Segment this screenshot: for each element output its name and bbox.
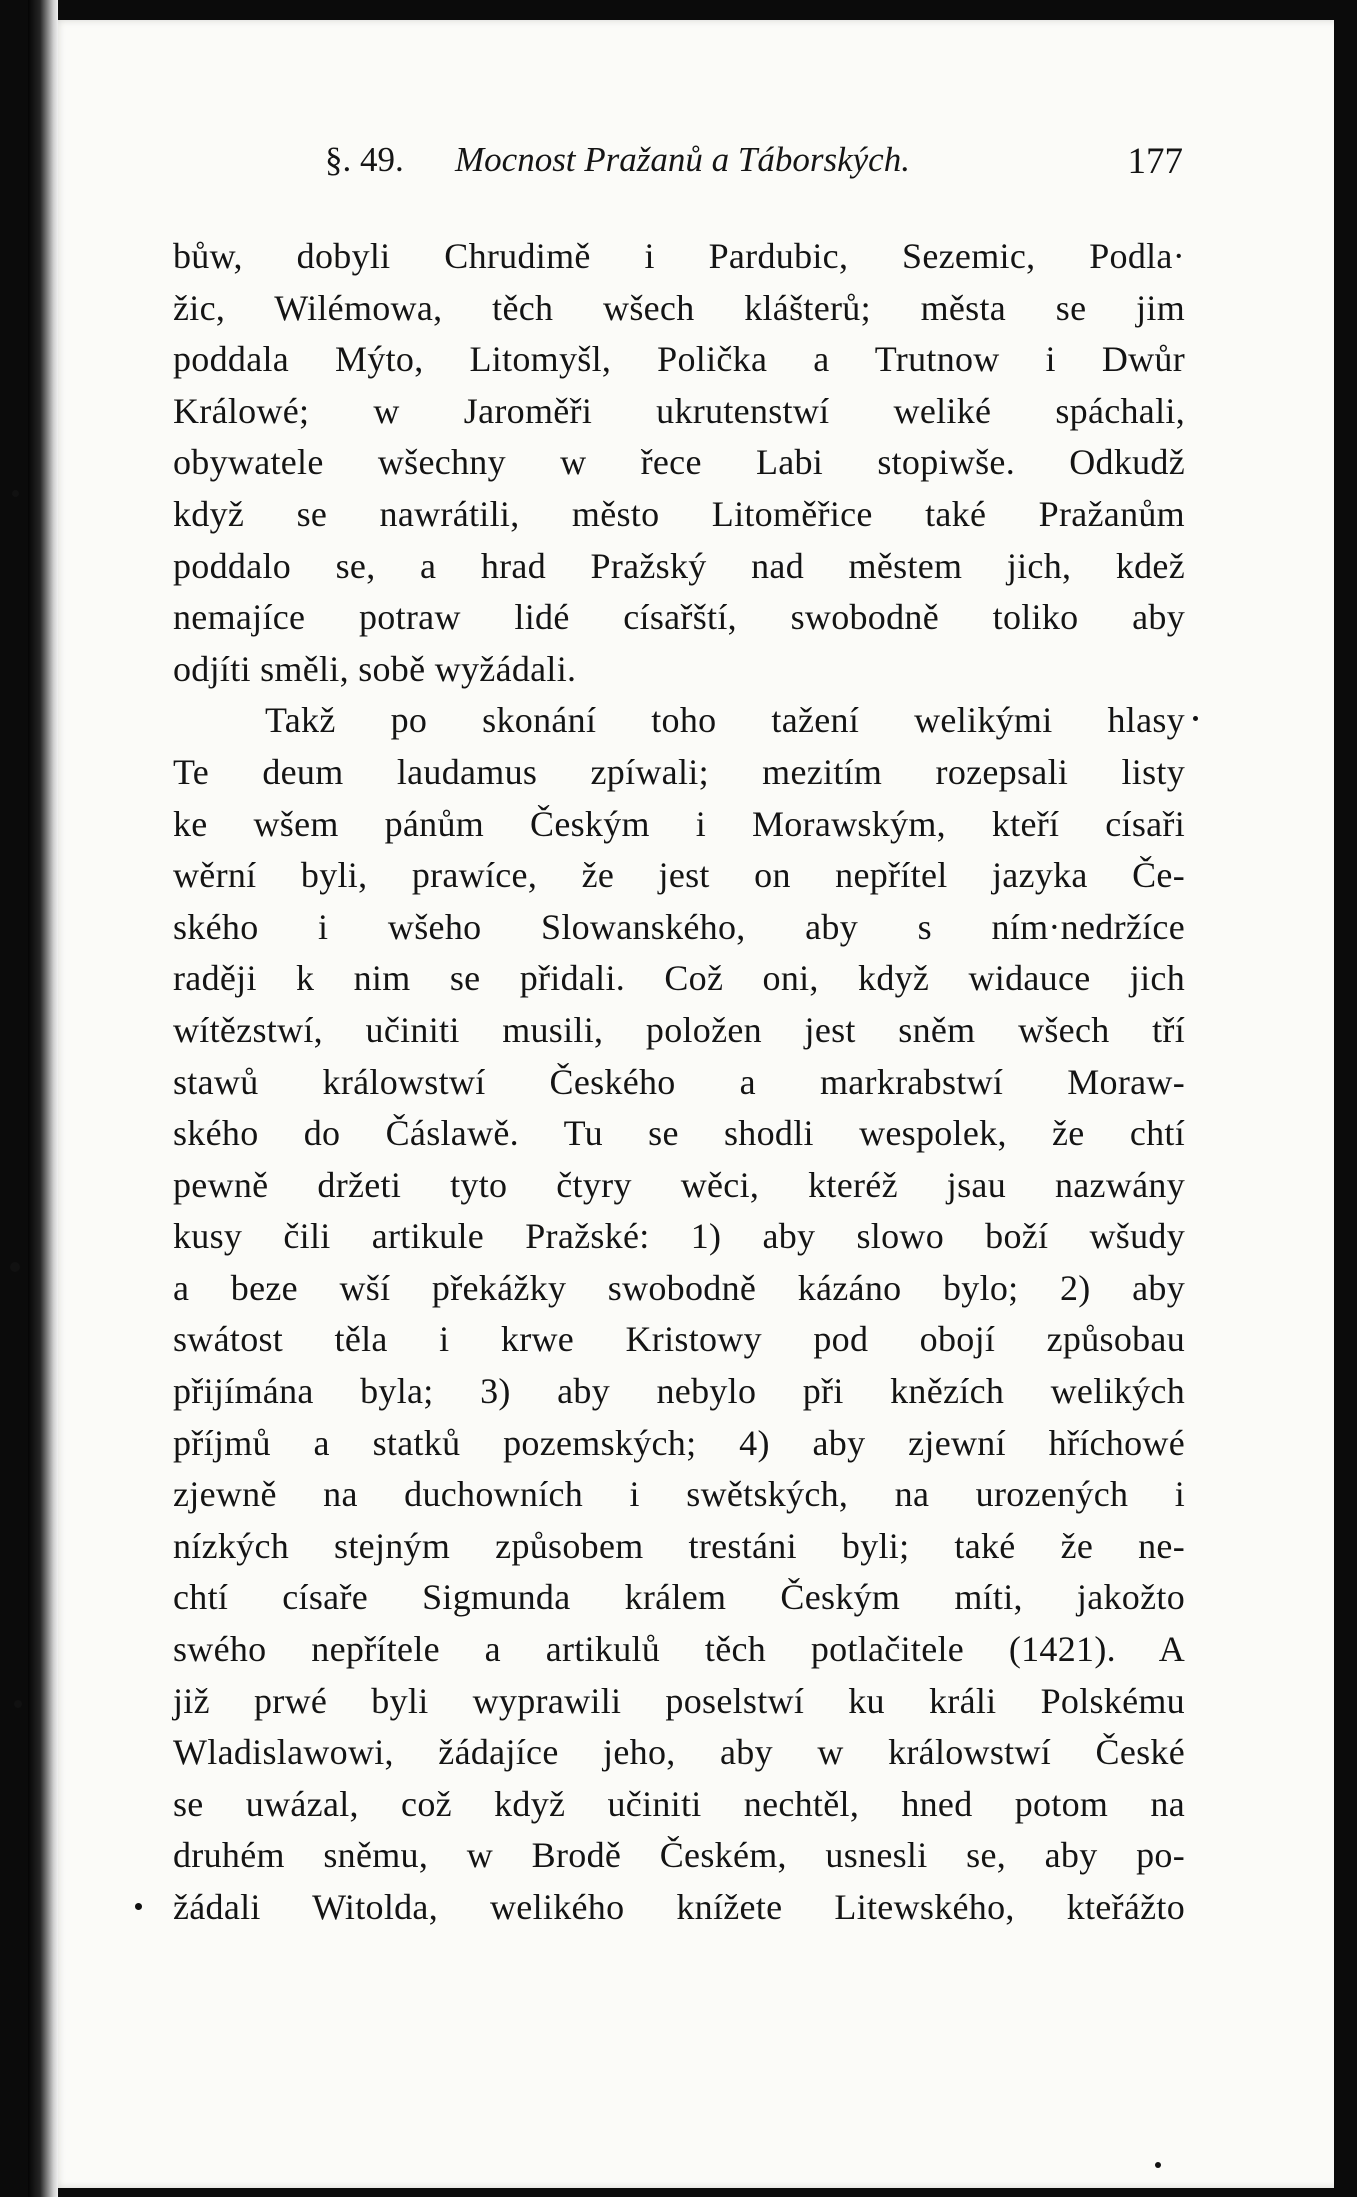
text-line: pewně držeti tyto čtyry wěci, kteréž jsau nazwány [173, 1164, 1185, 1205]
page-number: 177 [1127, 141, 1183, 182]
paragraph [173, 695, 1185, 1933]
paragraph [173, 231, 1185, 695]
text-line: Králowé; w Jaroměři ukrutenstwí weliké spáchali, [173, 390, 1185, 431]
running-title: Mocnost Pražanů a Táborských. [455, 140, 910, 179]
text-line: poddala Mýto, Litomyšl, Polička a Trutnow i Dwůr [173, 339, 1185, 380]
text-line: a beze wší překážky swobodně kázáno bylo; 2) aby [173, 1267, 1185, 1308]
text-line: když se nawrátili, město Litoměřice také Pražanům [173, 493, 1185, 534]
text-line: zjewně na duchowních i swětských, na urozených i [173, 1474, 1185, 1515]
page-spine-edge [28, 0, 58, 2197]
text-line: wítězstwí, učiniti musili, položen jest sněm wšech tří [173, 1009, 1185, 1050]
section-number: §. 49. [325, 140, 404, 179]
text-line: již prwé byli wyprawili poselstwí ku králi Polskému [173, 1680, 1185, 1721]
text-line: stawů králowstwí Českého a markrabstwí Moraw- [173, 1061, 1185, 1102]
text-line: swého nepřítele a artikulů těch potlačitele (1421). A [173, 1629, 1185, 1670]
text-line: přijímána byla; 3) aby nebylo při knězích welikých [173, 1371, 1185, 1412]
text-line: obywatele wšechny w řece Labi stopiwše. Odkudž [173, 442, 1185, 483]
text-line: příjmů a statků pozemských; 4) aby zjewní hříchowé [173, 1422, 1185, 1463]
text-line: druhém sněmu, w Brodě Českém, usnesli se, aby po- [173, 1835, 1185, 1876]
text-line: kusy čili artikule Pražské: 1) aby slowo boží wšudy [173, 1216, 1185, 1257]
body-text [173, 231, 1185, 1934]
scan-speck [1155, 2162, 1161, 2168]
text-line: odjíti směli, sobě wyžádali. [173, 648, 577, 689]
text-line: ského i wšeho Slowanského, aby s ním·nedržíce [173, 906, 1185, 947]
scan-speck [135, 1903, 142, 1910]
text-line: žádali Witolda, welikého knížete Litewského, kteřážto [173, 1887, 1185, 1927]
text-line: ke wšem pánům Českým i Morawským, kteří císaři [173, 803, 1185, 844]
text-line: raději k nim se přidali. Což oni, když widauce jich [173, 958, 1185, 999]
scan-speck [14, 1700, 22, 1708]
text-line: poddalo se, a hrad Pražský nad městem jich, kdež [173, 545, 1185, 586]
text-line: Takž po skonání toho tažení welikými hlasy [265, 700, 1185, 741]
scan-speck [12, 490, 19, 497]
text-line: nemajíce potraw lidé císařští, swobodně toliko aby [173, 597, 1185, 638]
text-line: swátost těla i krwe Kristowy pod obojí způsobau [173, 1319, 1185, 1360]
text-line: Wladislawowi, žádajíce jeho, aby w králowstwí České [173, 1732, 1185, 1773]
text-line: ského do Čáslawě. Tu se shodli wespolek, že chtí [173, 1113, 1185, 1154]
text-line: wěrní byli, prawíce, že jest on nepřítel jazyka Če- [173, 855, 1185, 896]
text-line: nízkých stejným způsobem trestáni byli; také že ne- [173, 1525, 1185, 1566]
text-line: žic, Wilémowa, těch wšech klášterů; města se jim [173, 287, 1185, 328]
scan-speck [1193, 716, 1198, 721]
text-line: se uwázal, což když učiniti nechtěl, hned potom na [173, 1783, 1185, 1824]
text-line: Te deum laudamus zpíwali; mezitím rozepsali listy [173, 751, 1185, 792]
text-line: chtí císaře Sigmunda králem Českým míti, jakožto [173, 1577, 1185, 1618]
page-header [325, 140, 1183, 190]
text-line: bůw, dobyli Chrudimě i Pardubic, Sezemic, Podla· [173, 236, 1185, 276]
scan-speck [10, 1262, 20, 1272]
